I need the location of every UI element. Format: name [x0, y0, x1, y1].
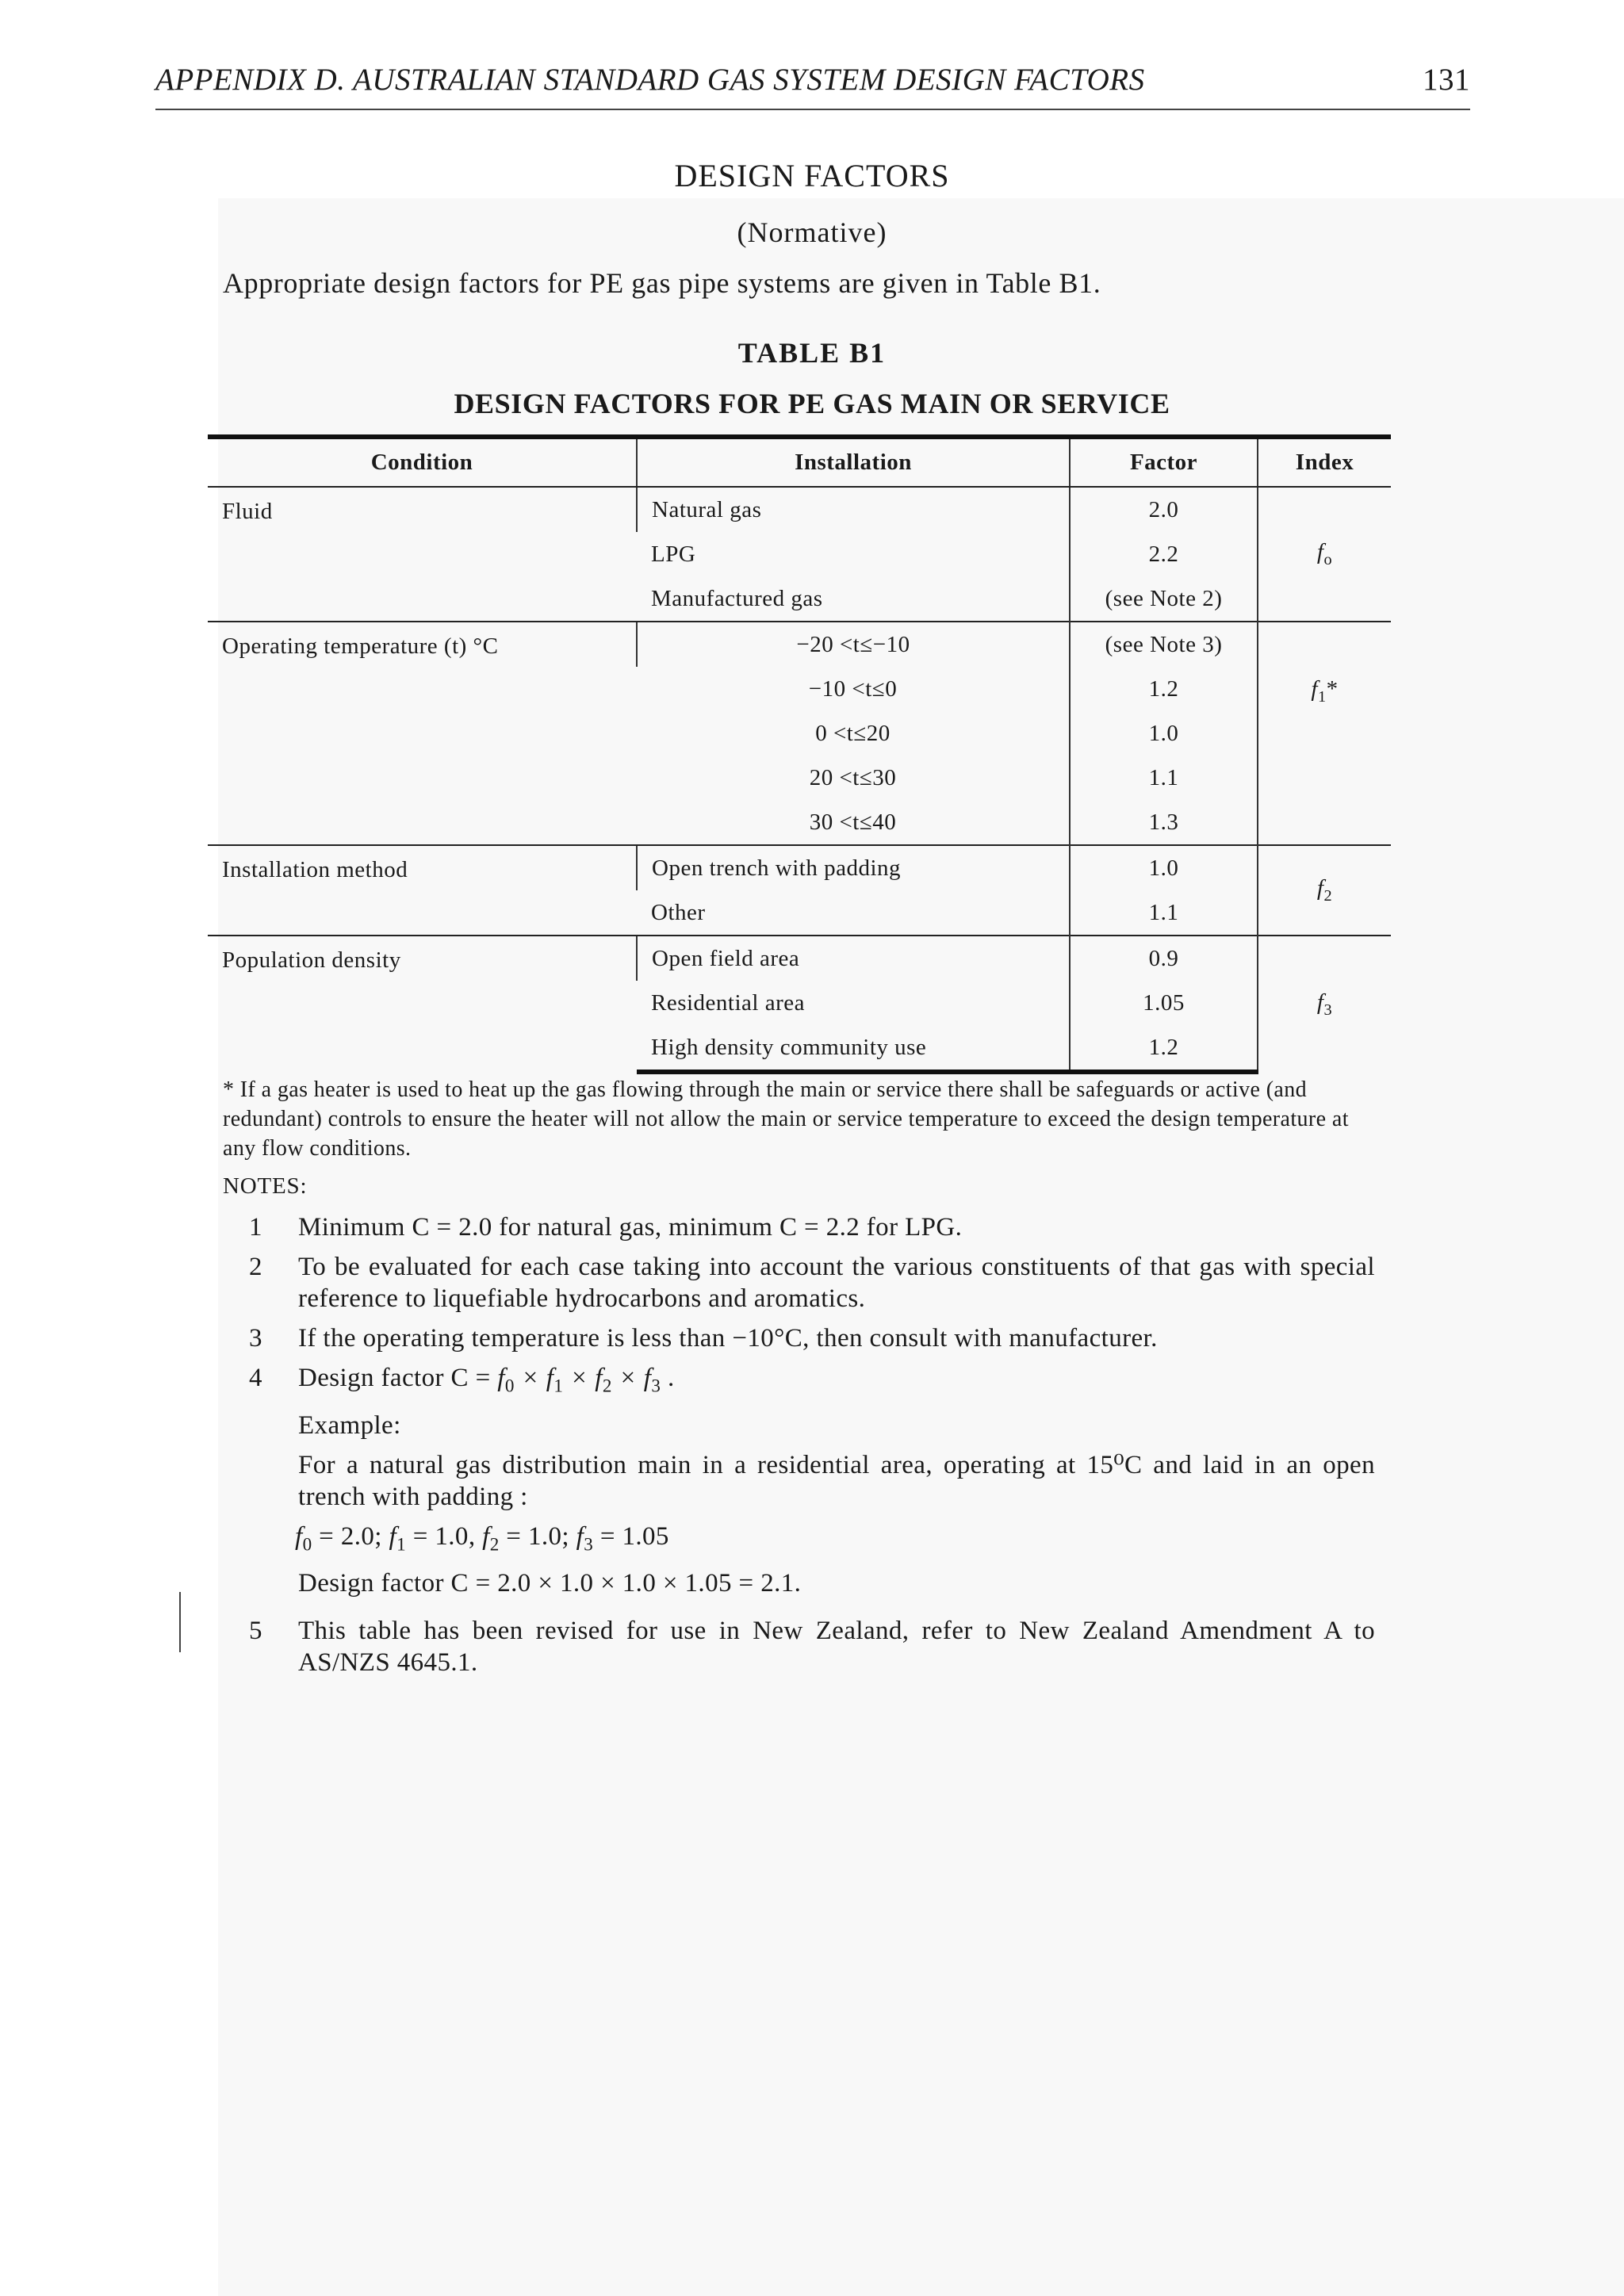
- note-5: [249, 1615, 1375, 1678]
- page-number: 131: [1423, 63, 1470, 97]
- index-subscript: 1: [1317, 687, 1327, 706]
- index-suffix: *: [1326, 676, 1339, 702]
- value-f3: 1.05: [622, 1521, 669, 1551]
- note-3: [249, 1322, 1375, 1354]
- note-body: [295, 1362, 1375, 1607]
- value-f0: 2.0: [340, 1521, 375, 1551]
- factor-cell: (see Note 2): [1070, 576, 1258, 622]
- factor-cell: 0.9: [1070, 936, 1258, 981]
- installation-cell: 0 <t≤20: [815, 720, 891, 746]
- installation-cell: LPG: [651, 541, 696, 567]
- table-header-row: [208, 437, 1391, 487]
- factor-cell: 1.0: [1070, 845, 1258, 890]
- condition-cell: Fluid: [222, 499, 273, 524]
- factor-cell: 1.05: [1070, 981, 1258, 1025]
- factor-cell: 2.2: [1070, 532, 1258, 576]
- index-subscript: 2: [1323, 886, 1333, 905]
- condition-cell: Installation method: [208, 845, 637, 936]
- index-cell: [1258, 622, 1391, 845]
- table-row: [208, 487, 1391, 532]
- index-symbol: f: [1316, 875, 1324, 901]
- installation-cell: Manufactured gas: [651, 585, 823, 611]
- design-factor-formula: Design factor $C = f_0 \times f_1 \times f_2 \times f_3$ .: [298, 1364, 675, 1396]
- factor-cell: 1.3: [1070, 800, 1258, 845]
- installation-cell: −20 <t≤−10: [637, 622, 1070, 667]
- table-row: [208, 622, 1391, 667]
- note-4: [249, 1362, 1375, 1607]
- index-symbol: f: [1316, 989, 1324, 1015]
- installation-cell: Natural gas: [637, 487, 1070, 532]
- column-header-condition: Condition: [208, 437, 637, 487]
- value-f2: 1.0: [527, 1521, 562, 1551]
- notes-heading: NOTES:: [223, 1173, 308, 1199]
- note-number: 3: [249, 1324, 262, 1353]
- column-header-factor: Factor: [1070, 437, 1258, 487]
- note-number: 1: [249, 1213, 262, 1242]
- example-label: Example:: [298, 1410, 401, 1440]
- factor-cell: 1.2: [1070, 667, 1258, 711]
- section-title: DESIGN FACTORS: [674, 158, 950, 193]
- installation-cell: 30 <t≤40: [809, 809, 897, 835]
- factor-cell: 1.1: [1070, 890, 1258, 936]
- note-number: 5: [249, 1617, 262, 1646]
- index-cell: [1258, 845, 1391, 936]
- example-result: Design factor C = 2.0 × 1.0 × 1.0 × 1.05 = 2.1.: [298, 1569, 802, 1598]
- note-number: 4: [249, 1364, 262, 1392]
- installation-cell: Open field area: [637, 936, 1070, 981]
- column-header-index: Index: [1258, 437, 1391, 487]
- running-header: [155, 62, 1470, 98]
- installation-cell: Open trench with padding: [637, 845, 1070, 890]
- installation-cell: Residential area: [651, 989, 805, 1016]
- example-text: For a natural gas distribution main in a residential area, operating at 15⁰C and laid in an open trench with padding :: [298, 1450, 1375, 1511]
- revision-bar: [179, 1592, 181, 1652]
- factor-cell: 1.1: [1070, 756, 1258, 800]
- note-text: Minimum C = 2.0 for natural gas, minimum C = 2.2 for LPG.: [298, 1213, 963, 1242]
- index-subscript: o: [1323, 550, 1333, 568]
- formula-terms: $f_0 \times f_1 \times f_2 \times f_3$: [497, 1364, 661, 1396]
- installation-cell: High density community use: [637, 1025, 1070, 1072]
- column-header-installation: Installation: [637, 437, 1070, 487]
- note-1: [249, 1211, 1375, 1243]
- header-rule: [155, 109, 1470, 110]
- table-label: TABLE B1: [737, 337, 887, 369]
- installation-cell: 20 <t≤30: [809, 764, 897, 790]
- intro-paragraph: Appropriate design factors for PE gas pipe systems are given in Table B1.: [223, 267, 1101, 299]
- note-number: 2: [249, 1253, 262, 1281]
- index-subscript: 3: [1323, 1001, 1333, 1019]
- factor-cell: 1.2: [1070, 1025, 1258, 1072]
- table-caption: DESIGN FACTORS FOR PE GAS MAIN OR SERVICE: [454, 388, 1170, 419]
- note-text: If the operating temperature is less than −10°C, then consult with manufacturer.: [298, 1324, 1158, 1353]
- running-header-title: APPENDIX D. AUSTRALIAN STANDARD GAS SYSTEM DESIGN FACTORS: [155, 63, 1145, 97]
- factor-cell: 2.0: [1070, 487, 1258, 532]
- value-f1: 1.0: [435, 1521, 469, 1551]
- table-footnote: * If a gas heater is used to heat up the gas flowing through the main or service there shall be safeguards or active (and redundant) controls to ensure the heater will not allow the main or service temperature to exceed the design temperature at any flow conditions.: [223, 1077, 1349, 1161]
- formula-prefix: Design factor C =: [298, 1364, 498, 1392]
- factor-cell: 1.0: [1070, 711, 1258, 756]
- table-row: [208, 936, 1391, 981]
- note-2: [249, 1251, 1375, 1314]
- index-cell: [1258, 487, 1391, 622]
- condition-cell: Population density: [208, 936, 637, 1072]
- index-symbol: f: [1316, 539, 1324, 565]
- note-text: To be evaluated for each case taking into account the various constituents of that gas with special reference to liquefiable hydrocarbons and aromatics.: [298, 1253, 1375, 1313]
- note-text: This table has been revised for use in New Zealand, refer to New Zealand Amendment A to AS/NZS 4645.1.: [298, 1617, 1375, 1678]
- index-cell: [1258, 936, 1391, 1072]
- installation-cell: Other: [651, 899, 706, 925]
- table-row: [208, 845, 1391, 890]
- factor-cell: (see Note 3): [1070, 622, 1258, 667]
- notes-list: [249, 1211, 1375, 1686]
- index-symbol: f: [1311, 676, 1318, 702]
- section-subtitle: (Normative): [737, 216, 887, 248]
- design-factors-table: [208, 434, 1391, 1074]
- example-values: $f_0 = 2.0$; $f_1 = 1.0$, $f_2 = 1.0$; $f_3 = 1.05$: [295, 1521, 669, 1555]
- installation-cell: −10 <t≤0: [808, 675, 898, 702]
- condition-cell: Operating temperature (t) °C: [208, 622, 637, 845]
